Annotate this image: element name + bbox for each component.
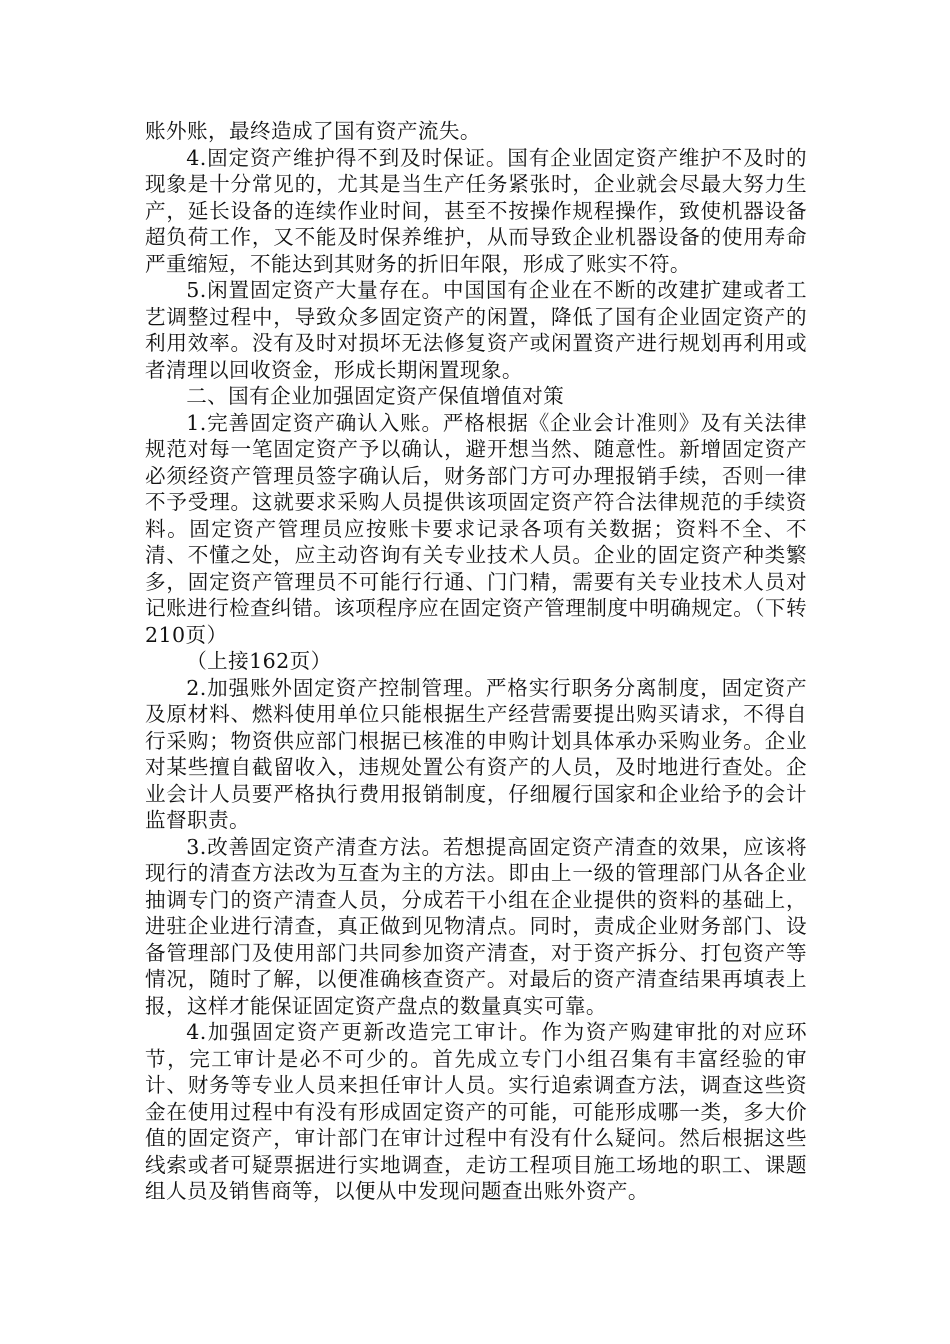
paragraph-item-3-inventory: 3.改善固定资产清查方法。若想提高固定资产清查的效果，应该将现行的清查方法改为互查为主的方法。即由上一级的管理部门从各企业抽调专门的资产清查人员，分成若干小组在企业提供的资料的基础上，进驻企业进行清查，真正做到见物清点。同时，责成企业财务部门、设备管理部门及使用部门共同参加资产清查，对于资产拆分、打包资产等情况，随时了解，以便准确核查资产。对最后的资产清查结果再填表上报，这样才能保证固定资产盘点的数量真实可靠。 xyxy=(145,834,807,1018)
paragraph-item-4-audit: 4.加强固定资产更新改造完工审计。作为资产购建审批的对应环节，完工审计是必不可少的。首先成立专门小组召集有丰富经验的审计、财务等专业人员来担任审计人员。实行追索调查方法，调查这些资金在使用过程中有没有形成固定资产的可能，可能形成哪一类，多大价值的固定资产，审计部门在审计过程中有没有什么疑问。然后根据这些线索或者可疑票据进行实地调查，走访工程项目施工场地的职工、课题组人员及销售商等，以便从中发现问题查出账外资产。 xyxy=(145,1020,807,1203)
paragraph-continuation: 账外账，最终造成了国有资产流失。 xyxy=(145,119,481,143)
section-heading: 二、国有企业加强固定资产保值增值对策 xyxy=(186,384,565,408)
paragraph-item-1-confirmation: 1.完善固定资产确认入账。严格根据《企业会计准则》及有关法律规范对每一笔固定资产予以确认，避开想当然、随意性。新增固定资产必须经资产管理员签字确认后，财务部门方可办理报销手续，否则一律不予受理。这就要求采购人员提供该项固定资产符合法律规范的手续资料。固定资产管理员应按账卡要求记录各项有关数据；资料不全、不清、不懂之处，应主动咨询有关专业技术人员。企业的固定资产种类繁多，固定资产管理员不可能行行通、门门精，需要有关专业技术人员对记账进行检查纠错。该项程序应在固定资产管理制度中明确规定。（下转210页） xyxy=(145,410,807,647)
document-body xyxy=(145,118,807,1205)
paragraph-item-5-idle-assets: 5.闲置固定资产大量存在。中国国有企业在不断的改建扩建或者工艺调整过程中，导致众多固定资产的闲置，降低了国有企业固定资产的利用效率。没有及时对损坏无法修复资产或闲置资产进行规划再利用或者清理以回收资金，形成长期闲置现象。 xyxy=(145,278,807,382)
paragraph-item-4-maintenance: 4.固定资产维护得不到及时保证。国有企业固定资产维护不及时的现象是十分常见的，尤其是当生产任务紧张时，企业就会尽最大努力生产，延长设备的连续作业时间，甚至不按操作规程操作，致使机器设备超负荷工作，又不能及时保养维护，从而导致企业机器设备的使用寿命严重缩短，不能达到其财务的折旧年限，形成了账实不符。 xyxy=(145,145,807,276)
paragraph-item-2-control: 2.加强账外固定资产控制管理。严格实行职务分离制度，固定资产及原材料、燃料使用单位只能根据生产经营需要提出购买请求，不得自行采购；物资供应部门根据已核准的申购计划具体承办采购业务。企业对某些擅自截留收入，违规处置公有资产的人员，及时地进行查处。企业会计人员要严格执行费用报销制度，仔细履行国家和企业给予的会计监督职责。 xyxy=(145,675,807,832)
page-continuation-note: （上接162页） xyxy=(186,649,332,673)
